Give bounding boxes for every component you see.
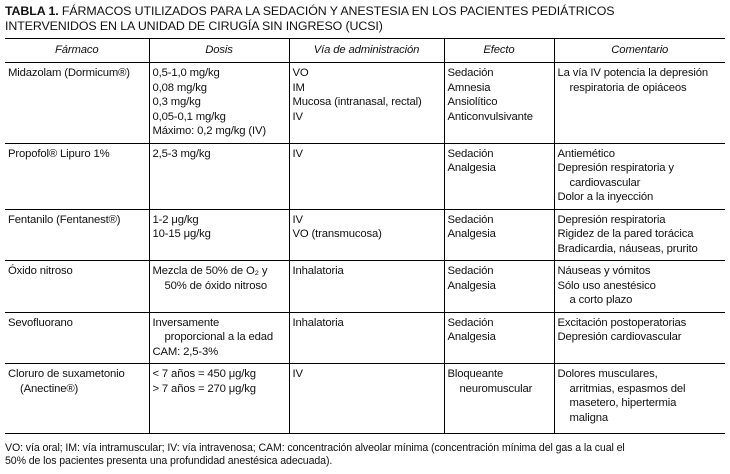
table-body — [5, 63, 725, 434]
caption-line-1 — [5, 4, 725, 19]
cell-line: Analgesia — [447, 331, 496, 343]
cell-line: 2,5-3 mg/kg — [152, 147, 211, 160]
cell-line: Amnesia — [447, 81, 491, 94]
table-row — [5, 312, 725, 364]
table-row — [5, 364, 725, 434]
cell-dosis — [149, 364, 289, 434]
cell-farmaco — [5, 63, 149, 144]
cell-line: Anticonvulsivante — [447, 110, 533, 123]
cell-line: Analgesia — [447, 228, 496, 240]
cell-comentario — [554, 209, 725, 261]
cell-line: > 7 años = 270 μg/kg — [152, 382, 256, 395]
header-efecto: Efecto — [444, 39, 554, 63]
cell-line: 0,05-0,1 mg/kg — [152, 110, 226, 123]
table-row — [5, 63, 725, 144]
table-row — [5, 143, 725, 209]
table-row — [5, 261, 725, 313]
cell-farmaco — [5, 261, 149, 313]
cell-via — [289, 364, 444, 434]
cell-line: proporcional a la edad — [164, 331, 273, 343]
header-farmaco: Fármaco — [5, 39, 149, 63]
cell-farmaco — [5, 364, 149, 434]
cell-line: Analgesia — [447, 279, 496, 292]
cell-dosis — [149, 312, 289, 364]
cell-comentario — [554, 312, 725, 364]
caption-title: FÁRMACOS UTILIZADOS PARA LA SEDACIÓN Y ANESTESIA EN LOS PACIENTES PEDIÁTRICOS — [58, 4, 615, 18]
cell-line: IV — [292, 368, 303, 380]
cell-line: Antiemético — [557, 147, 615, 160]
caption-line-2: INTERVENIDOS EN LA UNIDAD DE CIRUGÍA SIN INGRESO (UCSI) — [5, 19, 383, 33]
cell-line: Máximo: 0,2 mg/kg (IV) — [152, 125, 266, 137]
cell-line: La vía IV potencia la depresión — [557, 67, 708, 79]
footnote-line-2: 50% de los pacientes presenta una profundidad anestésica adecuada). — [5, 455, 333, 468]
cell-comentario — [554, 364, 725, 434]
cell-line: Sedación — [447, 67, 494, 79]
cell-line: Depresión respiratoria — [557, 213, 666, 226]
cell-comentario — [554, 143, 725, 209]
cell-dosis — [149, 63, 289, 144]
cell-line: Sedación — [447, 147, 494, 160]
cell-efecto — [444, 261, 554, 313]
cell-line: Bloqueante — [447, 368, 504, 380]
cell-line: 1-2 μg/kg — [152, 213, 199, 226]
table-row — [5, 209, 725, 261]
cell-line: 0,5-1,0 mg/kg — [152, 67, 220, 79]
footnote-line-1: VO: vía oral; IM: vía intramuscular; IV: vía intravenosa; CAM: concentración alveolar mínima (concentración mínima del gas a la cual el — [5, 442, 625, 454]
header-comentario: Comentario — [554, 39, 725, 63]
document-page — [5, 4, 725, 469]
cell-line: masetero, hipertermia — [569, 397, 677, 409]
cell-comentario — [554, 63, 725, 144]
cell-dosis — [149, 209, 289, 261]
cell-efecto — [444, 312, 554, 364]
cell-line: Inversamente — [152, 316, 220, 329]
cell-line: 50% de óxido nitroso — [164, 279, 268, 292]
table-caption — [5, 4, 725, 34]
cell-line: IV — [292, 110, 303, 123]
cell-line: (Anectine®) — [20, 382, 79, 395]
cell-line: IV — [292, 147, 303, 160]
cell-via — [289, 312, 444, 364]
cell-line: Bradicardia, náuseas, prurito — [557, 242, 698, 255]
cell-efecto — [444, 63, 554, 144]
cell-line: Depresión respiratoria y — [557, 162, 674, 174]
cell-line: a corto plazo — [569, 294, 633, 306]
cell-line: Mucosa (intranasal, rectal) — [292, 96, 422, 108]
cell-dosis — [149, 261, 289, 313]
cell-line: Náuseas y vómitos — [557, 265, 651, 277]
cell-line: Cloruro de suxametonio — [8, 368, 125, 380]
cell-line: Inhalatoria — [292, 265, 344, 277]
cell-farmaco — [5, 143, 149, 209]
cell-line: Mezcla de 50% de O₂ y — [152, 265, 268, 277]
cell-line: Rigidez de la pared torácica — [557, 228, 694, 240]
cell-line: VO (transmucosa) — [292, 228, 382, 240]
drugs-table — [5, 39, 725, 434]
cell-line: Óxido nitroso — [8, 265, 73, 277]
cell-line: 10-15 μg/kg — [152, 228, 211, 240]
cell-line: Sevofluorano — [8, 316, 73, 329]
cell-line: Excitación postoperatorias — [557, 316, 687, 329]
cell-line: VO — [292, 67, 309, 79]
cell-line: 0,08 mg/kg — [152, 81, 207, 94]
cell-line: Ansiolítico — [447, 96, 498, 108]
cell-efecto — [444, 143, 554, 209]
cell-line: CAM: 2,5-3% — [152, 345, 219, 358]
cell-line: 0,3 mg/kg — [152, 96, 201, 108]
cell-via — [289, 63, 444, 144]
cell-line: Fentanilo (Fentanest®) — [8, 213, 121, 226]
header-row — [5, 39, 725, 63]
cell-farmaco — [5, 209, 149, 261]
cell-line: maligna — [569, 411, 609, 424]
cell-line: Sedación — [447, 265, 494, 277]
cell-line: Sólo uso anestésico — [557, 279, 656, 292]
cell-line: respiratoria de opiáceos — [569, 81, 687, 94]
header-dosis: Dosis — [149, 39, 289, 63]
table-footnote — [5, 442, 725, 469]
table-number: TABLA 1. — [5, 4, 59, 18]
cell-line: Dolor a la inyección — [557, 191, 654, 203]
cell-farmaco — [5, 312, 149, 364]
cell-line: < 7 años = 450 μg/kg — [152, 368, 256, 380]
cell-line: IV — [292, 213, 303, 226]
cell-line: Midazolam (Dormicum®) — [8, 67, 130, 79]
cell-via — [289, 261, 444, 313]
cell-dosis — [149, 143, 289, 209]
cell-line: neuromuscular — [459, 382, 533, 395]
cell-line: Dolores musculares, — [557, 368, 658, 380]
cell-line: IM — [292, 81, 305, 94]
cell-line: cardiovascular — [569, 176, 641, 189]
cell-line: arritmias, espasmos del — [569, 382, 686, 395]
header-via: Vía de administración — [289, 39, 444, 63]
cell-line: Sedación — [447, 316, 494, 329]
cell-line: Analgesia — [447, 162, 496, 174]
cell-efecto — [444, 364, 554, 434]
cell-line: Inhalatoria — [292, 316, 344, 329]
cell-line: Propofol® Lipuro 1% — [8, 147, 110, 160]
cell-line: Sedación — [447, 213, 494, 226]
cell-via — [289, 209, 444, 261]
cell-comentario — [554, 261, 725, 313]
cell-line: Depresión cardiovascular — [557, 331, 682, 343]
cell-via — [289, 143, 444, 209]
cell-efecto — [444, 209, 554, 261]
